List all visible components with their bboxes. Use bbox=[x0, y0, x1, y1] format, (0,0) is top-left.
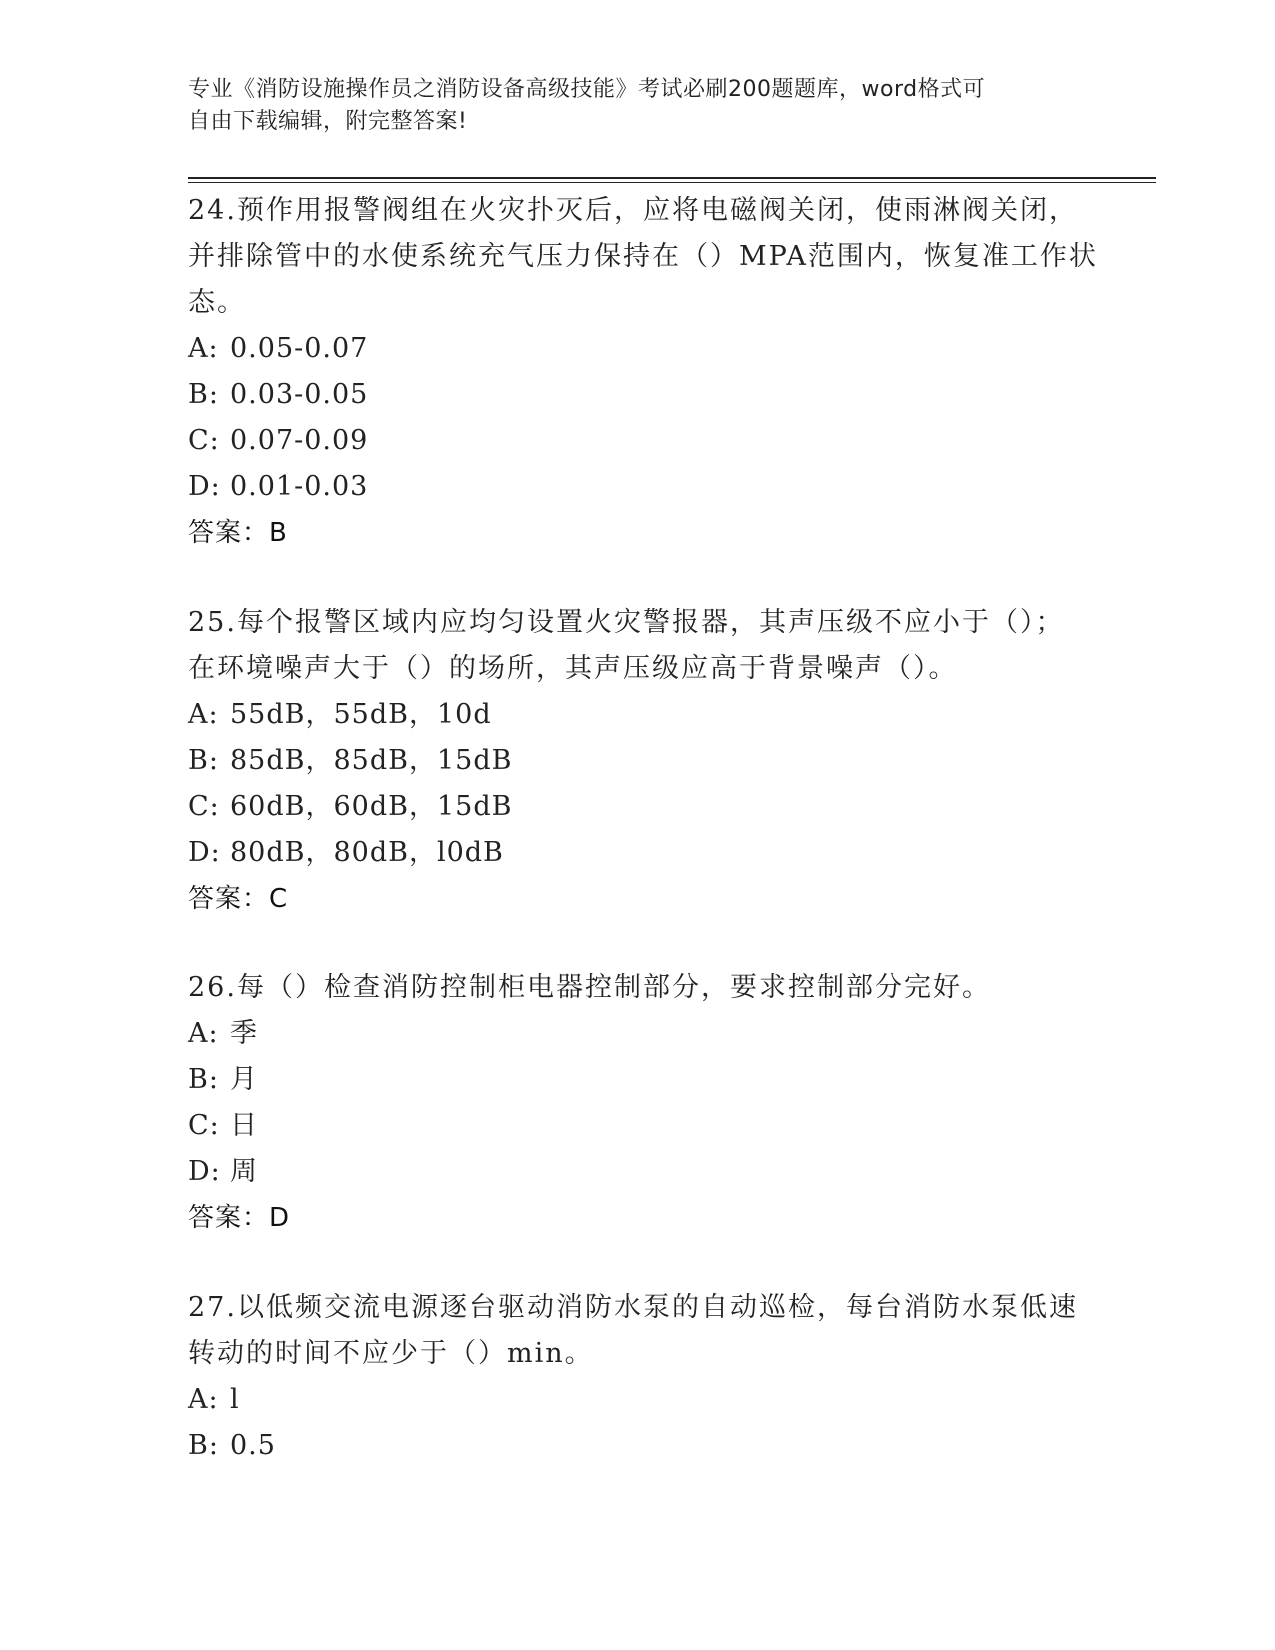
question-text bbox=[188, 188, 1098, 326]
question-text bbox=[188, 600, 1088, 692]
option-c bbox=[188, 1103, 1088, 1149]
option-key: A: bbox=[188, 333, 219, 364]
document-header bbox=[188, 74, 1088, 138]
option-d bbox=[188, 830, 1088, 876]
question-line: 态。 bbox=[188, 287, 246, 318]
option-a bbox=[188, 1011, 1088, 1057]
option-text: 0.07-0.09 bbox=[230, 425, 369, 456]
question-25 bbox=[188, 600, 1088, 922]
option-text: 月 bbox=[230, 1064, 258, 1095]
question-24 bbox=[188, 188, 1098, 556]
option-text: 0.01-0.03 bbox=[230, 471, 369, 502]
option-b bbox=[188, 738, 1088, 784]
option-a bbox=[188, 326, 1088, 372]
option-b bbox=[188, 1057, 1088, 1103]
option-c bbox=[188, 418, 1088, 464]
option-text: 日 bbox=[230, 1110, 258, 1141]
option-key: B: bbox=[188, 379, 219, 410]
question-line: 25.每个报警区域内应均匀设置火灾警报器，其声压级不应小于（）； bbox=[188, 607, 1065, 638]
option-text: 0.03-0.05 bbox=[230, 379, 369, 410]
option-a bbox=[188, 1377, 1088, 1423]
answer-line: 答案：C bbox=[188, 884, 289, 914]
option-d bbox=[188, 464, 1088, 510]
header-divider-thin bbox=[188, 182, 1156, 183]
question-line: 在环境噪声大于（）的场所，其声压级应高于背景噪声（）。 bbox=[188, 653, 958, 684]
header-line-2: 自由下载编辑，附完整答案! bbox=[188, 109, 468, 134]
option-text: l bbox=[230, 1384, 240, 1415]
option-text: 周 bbox=[230, 1156, 258, 1187]
option-text: 55dB，55dB，10d bbox=[230, 699, 492, 730]
option-text: 0.5 bbox=[230, 1430, 276, 1461]
option-text: 0.05-0.07 bbox=[230, 333, 369, 364]
question-line: 转动的时间不应少于（）min。 bbox=[188, 1338, 594, 1369]
option-d bbox=[188, 1149, 1088, 1195]
question-text bbox=[188, 965, 1088, 1011]
option-key: C: bbox=[188, 1110, 220, 1141]
option-key: D: bbox=[188, 471, 221, 502]
option-key: A: bbox=[188, 1384, 219, 1415]
option-text: 85dB，85dB，15dB bbox=[230, 745, 513, 776]
option-key: C: bbox=[188, 425, 220, 456]
option-c bbox=[188, 784, 1088, 830]
question-line: 并排除管中的水使系统充气压力保持在（）MPA范围内，恢复准工作状 bbox=[188, 241, 1098, 272]
option-text: 季 bbox=[230, 1018, 258, 1049]
option-key: A: bbox=[188, 699, 219, 730]
option-text: 60dB，60dB，15dB bbox=[230, 791, 513, 822]
question-line: 26.每（）检查消防控制柜电器控制部分，要求控制部分完好。 bbox=[188, 972, 991, 1003]
question-text bbox=[188, 1285, 1088, 1377]
question-line: 27.以低频交流电源逐台驱动消防水泵的自动巡检，每台消防水泵低速 bbox=[188, 1292, 1078, 1323]
option-key: D: bbox=[188, 1156, 221, 1187]
option-key: C: bbox=[188, 791, 220, 822]
question-line: 24.预作用报警阀组在火灾扑灭后，应将电磁阀关闭，使雨淋阀关闭， bbox=[188, 195, 1078, 226]
option-key: D: bbox=[188, 837, 221, 868]
header-divider-thick bbox=[188, 177, 1156, 179]
option-a bbox=[188, 692, 1088, 738]
option-b bbox=[188, 1423, 1088, 1469]
question-26 bbox=[188, 965, 1088, 1241]
option-key: B: bbox=[188, 745, 219, 776]
answer-line: 答案：D bbox=[188, 1203, 291, 1233]
option-text: 80dB，80dB，l0dB bbox=[230, 837, 504, 868]
answer-line: 答案：B bbox=[188, 518, 288, 548]
option-key: B: bbox=[188, 1064, 219, 1095]
option-key: B: bbox=[188, 1430, 219, 1461]
option-key: A: bbox=[188, 1018, 219, 1049]
header-line-1: 专业《消防设施操作员之消防设备高级技能》考试必刷200题题库，word格式可 bbox=[188, 77, 986, 102]
question-27 bbox=[188, 1285, 1088, 1469]
option-b bbox=[188, 372, 1088, 418]
